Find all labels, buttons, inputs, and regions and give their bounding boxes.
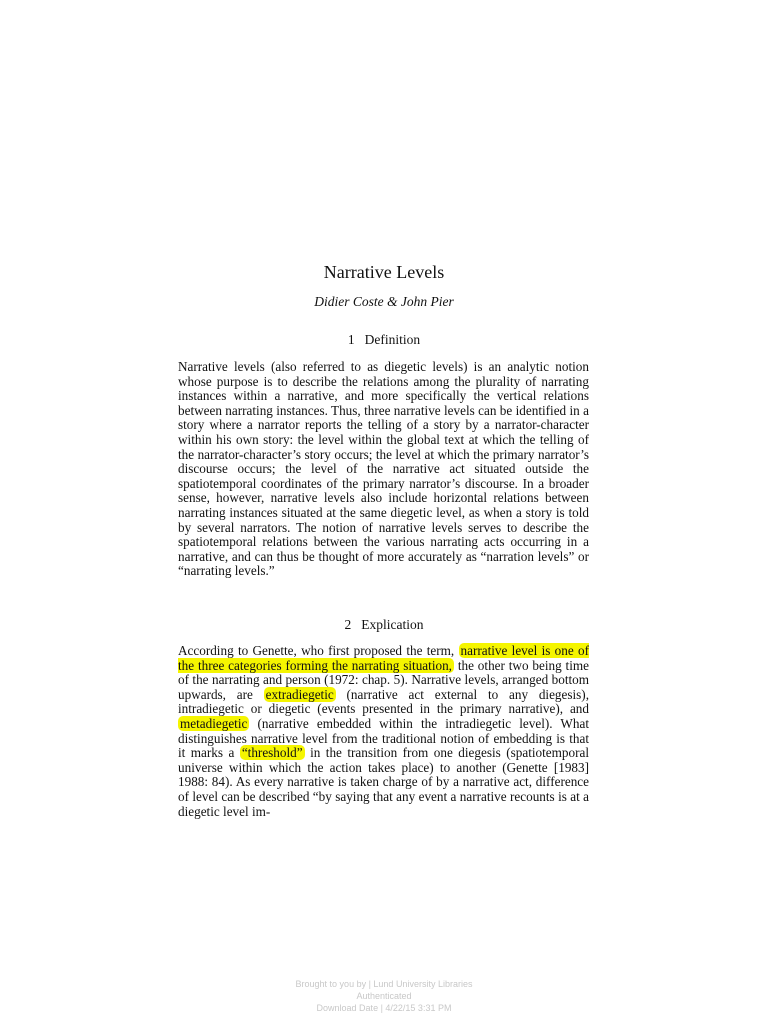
text-segment: the other two being time of the narrating and person (1972: chap. 5). Narrative levels, arranged bottom upwards, are xyxy=(178,657,589,702)
document-authors: Didier Coste & John Pier xyxy=(314,294,454,309)
download-footer xyxy=(0,978,768,1014)
highlight-metadiegetic[interactable]: metadiegetic xyxy=(180,715,248,731)
footer-provider-line: Brought to you by | Lund University Libraries xyxy=(295,979,473,989)
highlight-threshold[interactable]: “threshold” xyxy=(241,745,303,761)
footer-date-line: Download Date | 4/22/15 3:31 PM xyxy=(316,1003,452,1013)
text-segment: (narrative embedded within the intradiegetic level). What distinguishes narrative level from the traditional notion of embedding is that it marks a xyxy=(178,715,589,761)
highlight-narrative-level[interactable]: narrative level is one of the three categories forming the narrating situation, xyxy=(178,643,590,673)
section-heading-explication xyxy=(0,617,768,633)
footer-auth-line: Authenticated xyxy=(356,991,412,1001)
text-segment: in the transition from one diegesis (spatiotemporal universe within which the action takes place) to another (Genette [1983] 1988: 84). As every narrative is taken charge of by a narrative act, difference of level can be described “by saying that any event a narrative recounts is at a diegetic level im- xyxy=(178,745,589,819)
section-title: Explication xyxy=(361,617,424,632)
explication-paragraph xyxy=(178,644,589,819)
document-title: Narrative Levels xyxy=(323,262,445,282)
definition-paragraph: Narrative levels (also referred to as diegetic levels) is an analytic notion whose purpose is to describe the relations among the plurality of narrating instances within a narrative, and more specifically the vertical relations between narrating instances. Thus, three narrative levels can be identified in a story where a narrator reports the telling of a story by a narrator-character within his own story: the level within the global text at which the telling of the narrator-character’s story occurs; the level at which the primary narrator’s discourse occurs; the level of the narrative act situated outside the spatiotemporal coordinates of the primary narrator’s discourse. In a broader sense, however, narrative levels also include horizontal relations between narrating instances situated at the same diegetic level, as when a story is told by several narrators. The notion of narrative levels serves to describe the spatiotemporal relations between the various narrating acts occurring in a narrative, and can thus be thought of more accurately as “narration levels” or “narrating levels.” xyxy=(178,359,589,579)
section-heading-definition xyxy=(0,332,768,348)
text-segment: (narrative act external to any diegesis), intradiegetic or diegetic (events presented in the primary narrative), and xyxy=(178,686,589,717)
highlight-extradiegetic[interactable]: extradiegetic xyxy=(265,686,334,702)
text-segment: According to Genette, who first proposed the term, xyxy=(178,643,459,658)
section-number: 1 xyxy=(347,332,355,347)
section-number: 2 xyxy=(344,617,352,632)
section-title: Definition xyxy=(364,332,421,347)
